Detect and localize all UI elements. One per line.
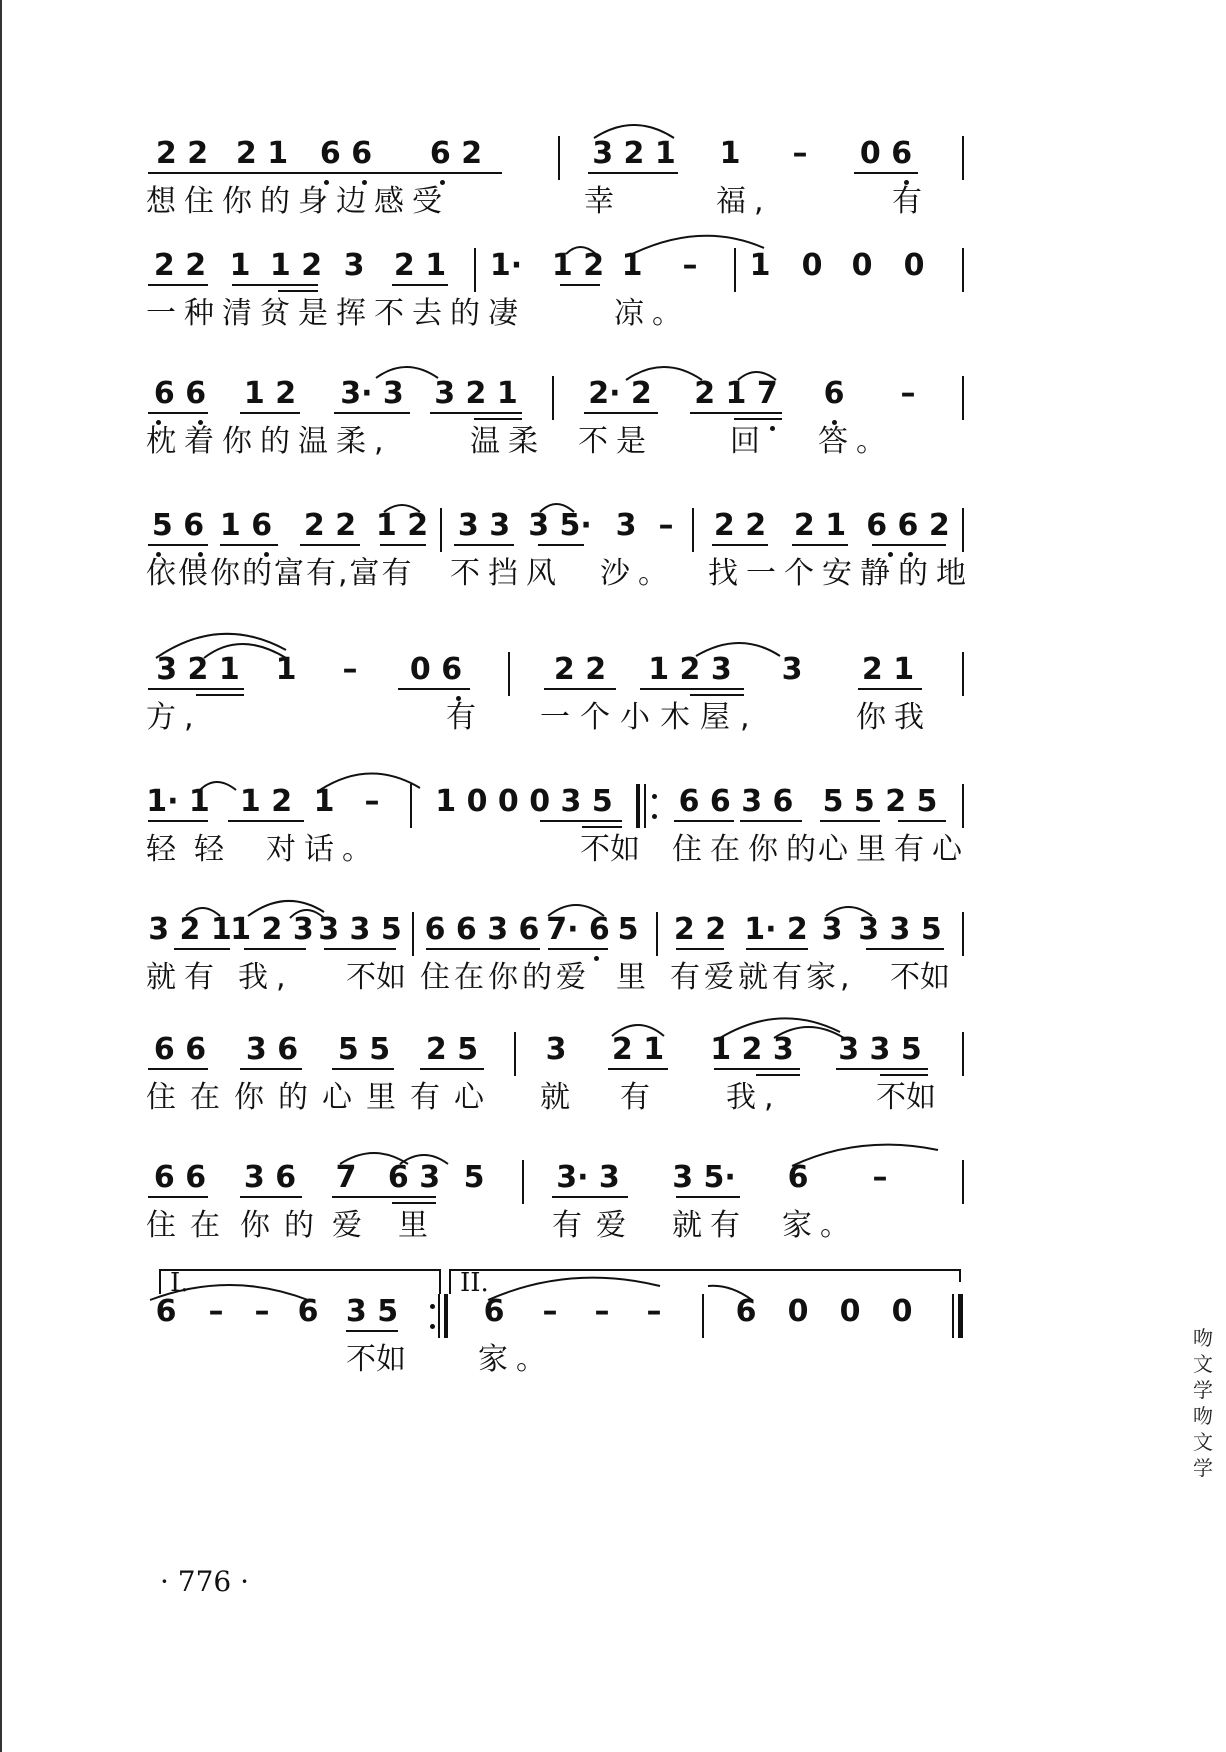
lyric-text: 不是 [578,424,654,459]
note-group: 3 2 1 [592,136,676,171]
note-group: 3 [821,912,843,947]
note-group: 3 [615,508,637,543]
note-group: 7· 6 [546,912,610,947]
lyrics-row [0,1340,1226,1384]
note-group: 6 [787,1160,809,1195]
lyric-text: 有 [446,700,484,735]
note-group: 3· 3 [340,376,404,411]
volta-1-label: I. [170,1268,189,1298]
note-group: – [594,1294,610,1329]
note-group: 6 [155,1294,177,1329]
lyric-text: 家。 [782,1208,858,1243]
score-system-7 [0,904,1226,1024]
note-group: 0 6 [409,652,463,687]
score-system-8 [0,1024,1226,1144]
side-watermark: 吻文学吻文学 [1193,1326,1213,1480]
note-group: 2 1 [861,652,915,687]
note-group: 1 2 [269,248,323,283]
note-group: 3 5· [672,1160,736,1195]
note-group: 3 6 [243,1160,297,1195]
slur-arcs [0,1286,1226,1346]
note-group: 1 2 [243,376,297,411]
note-group: 1 [749,248,771,283]
note-group: 2 1 [235,136,289,171]
note-group: 6 6 [319,136,373,171]
score-system-10 [0,1268,1226,1406]
lyric-text: 里 [398,1208,436,1243]
lyric-text: 幸 [584,184,622,219]
note-group: 6 6 3 6 [678,784,794,819]
notes-row [0,368,1226,428]
lyric-text: 方, [146,700,202,735]
lyric-text: 不如 [346,1342,406,1377]
note-group: 3 2 1 [148,912,232,947]
note-group: 0 [891,1294,913,1329]
lyric-text: 不如 [580,832,640,867]
score-system-1 [0,128,1226,248]
note-group: 3 3 5 [318,912,402,947]
note-group: 1 [313,784,335,819]
note-group: 0 6 [859,136,913,171]
slur-arcs [0,368,1226,428]
note-group: 3 [343,248,365,283]
lyric-text: 一种清贫是挥不去的凄 [146,296,526,331]
note-group: 1 2 3 [230,912,314,947]
note-group: 2 2 [673,912,727,947]
lyrics-row [0,830,1226,874]
note-group: 5 [463,1160,485,1195]
note-group: 0 [851,248,873,283]
note-group: – [872,1160,888,1195]
note-group: 2 2 [303,508,357,543]
slur-arcs [0,1024,1226,1084]
note-group: 6 [823,376,845,411]
note-group: 5 [617,912,639,947]
page-number: · 776 · [160,1565,250,1598]
note-group: 1 2 3 [710,1032,794,1067]
notes-row [0,644,1226,704]
lyric-text: 心里有心 [818,832,970,867]
lyric-text: 就有 [672,1208,748,1243]
note-group: 1 2 3 [648,652,732,687]
note-group: 6 6 [153,1160,207,1195]
lyrics-row [0,1206,1226,1250]
score-system-9 [0,1152,1226,1272]
note-group: – [542,1294,558,1329]
note-group: 6 [297,1294,319,1329]
note-group: 6 [735,1294,757,1329]
note-group: 3 3 5 [858,912,942,947]
note-group: 5 5 2 5 [822,784,938,819]
lyric-text: 我, [726,1080,782,1115]
note-group: 1 6 [219,508,273,543]
note-group: – [208,1294,224,1329]
slur-arcs [0,500,1226,560]
score-system-6 [0,776,1226,896]
note-group: 2 2 [153,248,207,283]
note-group: 2 1 [611,1032,665,1067]
notes-row [0,128,1226,188]
volta-2-label: II. [460,1268,489,1298]
note-group: 2· 2 [588,376,652,411]
note-group: 3 [781,652,803,687]
slur-arcs [0,240,1226,300]
note-group: – [900,376,916,411]
lyric-text: 就有 [146,960,222,995]
note-group: 7 [335,1160,357,1195]
lyric-text: 温柔 [470,424,546,459]
note-group: 1· 1 [146,784,210,819]
note-group: 6 6 3 6 [424,912,540,947]
note-group: – [646,1294,662,1329]
note-group: 3 2 1 [156,652,240,687]
note-group: 3 3 5 [838,1032,922,1067]
notes-row [0,1286,1226,1346]
note-group: 6 3 [387,1160,441,1195]
lyric-text: 里 [616,960,654,995]
note-group: – [658,508,674,543]
lyric-text: 凉。 [614,296,690,331]
lyric-text: 一个小木屋, [540,700,760,735]
note-group: – [364,784,380,819]
lyric-text: 枕着你的温柔, [146,424,392,459]
note-group: 3 5· [528,508,592,543]
note-group: 3· 3 [556,1160,620,1195]
note-group: 0 [787,1294,809,1329]
note-group: 1 [719,136,741,171]
note-group: 1 [229,248,251,283]
note-group: 1 2 [375,508,429,543]
note-group: 6 6 [153,1032,207,1067]
lyric-text: 回 [730,424,768,459]
lyric-text: 答。 [818,424,894,459]
score-system-5 [0,644,1226,764]
note-group: 2 2 [155,136,209,171]
lyric-text: 想住你的身边感受 [146,184,450,219]
note-group: 0 [839,1294,861,1329]
note-group: 5 5 [337,1032,391,1067]
lyric-text: 有 [620,1080,658,1115]
lyrics-row [0,698,1226,742]
lyric-text: 住在你的心里有心 [146,1080,498,1115]
lyric-text: 我, [238,960,294,995]
note-group: 6 [483,1294,505,1329]
lyric-text: 住在你的爱 [420,960,590,995]
note-group: 3 [545,1032,567,1067]
lyrics-row [0,294,1226,338]
note-group: 1· 2 [744,912,808,947]
lyrics-row [0,422,1226,466]
notes-row [0,776,1226,836]
lyric-text: 有爱就有家, [670,960,854,995]
note-group: 1 2 [239,784,293,819]
score-system-2 [0,240,1226,360]
note-group: 1 2 [551,248,605,283]
note-group: 2 2 [553,652,607,687]
lyrics-row [0,1078,1226,1122]
lyrics-row [0,182,1226,226]
note-group: 3 5 [345,1294,399,1329]
note-group: 3 2 1 [434,376,518,411]
lyrics-row [0,958,1226,1002]
note-group: 5 6 [151,508,205,543]
lyric-text: 有 [892,184,930,219]
note-group: – [792,136,808,171]
note-group: – [342,652,358,687]
notes-row [0,500,1226,560]
note-group: 3 3 [457,508,511,543]
slur-arcs [0,776,1226,836]
note-group: 0 [801,248,823,283]
note-group: 2 1 [793,508,847,543]
lyric-text: 不如 [876,1080,936,1115]
lyric-text: 依偎你的富有,富有 [146,556,414,591]
note-group: 2 1 7 [694,376,778,411]
lyric-text: 住在你的 [672,832,824,867]
note-group: 2 1 [393,248,447,283]
notes-row [0,1024,1226,1084]
slur-arcs [0,904,1226,964]
lyric-text: 住在 [146,1208,234,1243]
lyric-text: 轻轻 [146,832,242,867]
score-system-3 [0,368,1226,488]
note-group: 6 6 [153,376,207,411]
note-group: 6 2 [429,136,483,171]
note-group: 3 6 [245,1032,299,1067]
note-group: 0 [903,248,925,283]
note-group: – [682,248,698,283]
slur-arcs [0,644,1226,704]
note-group: 1 [275,652,297,687]
lyrics-row [0,554,1226,598]
lyric-text: 福, [716,184,772,219]
notes-row [0,240,1226,300]
notes-row [0,1152,1226,1212]
lyric-text: 不挡风 [450,556,564,591]
note-group: 6 6 2 [866,508,950,543]
lyric-text: 家。 [478,1342,554,1377]
lyric-text: 找一个安静的地 [708,556,974,591]
lyric-text: 你我 [856,700,932,735]
lyric-text: 爱 [332,1208,370,1243]
note-group: 1· [489,248,523,283]
notes-row [0,904,1226,964]
lyric-text: 不如 [890,960,950,995]
lyric-text: 对话。 [266,832,380,867]
lyric-text: 就 [540,1080,578,1115]
note-group: 2 5 [425,1032,479,1067]
note-group: 1 [621,248,643,283]
slur-arcs [0,1152,1226,1212]
lyric-text: 不如 [346,960,406,995]
note-group: 2 2 [713,508,767,543]
lyric-text: 有爱 [552,1208,640,1243]
lyric-text: 沙。 [600,556,676,591]
note-group: 1 0 0 0 3 5 [435,784,613,819]
lyric-text: 你的 [240,1208,328,1243]
slur-arcs [0,128,1226,188]
note-group: – [254,1294,270,1329]
score-system-4 [0,500,1226,620]
